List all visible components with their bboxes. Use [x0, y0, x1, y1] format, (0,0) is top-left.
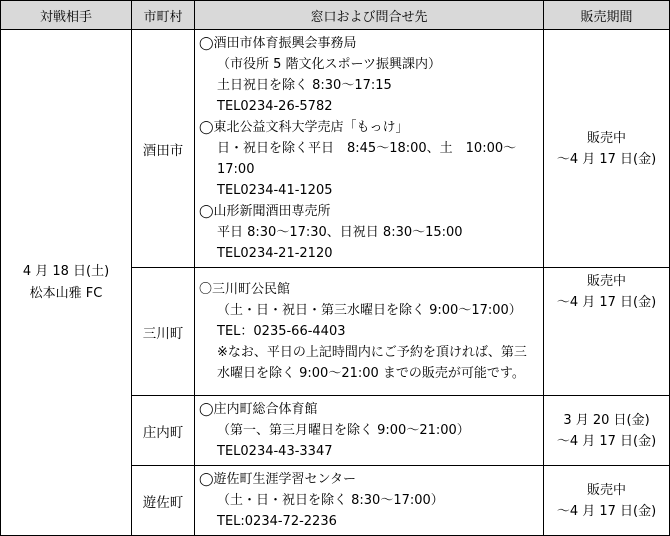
contact-entry	[199, 469, 539, 532]
period-shonai	[544, 396, 670, 466]
municipality-mikawa: 三川町	[132, 268, 195, 396]
venue-note: ※なお、平日の上記時間内にご予約を頂ければ、第三水曜日を除く 9:00～21:00 までの販売が可能です。	[217, 345, 527, 381]
venue-phone: TEL:0234-72-2236	[217, 514, 337, 529]
period-end: ～4 月 17 日(金)	[556, 295, 657, 310]
contact-entry	[199, 201, 539, 264]
header-period: 販売期間	[544, 1, 670, 30]
venue-name: ◯東北公益文科大学売店「もっけ」	[199, 120, 409, 135]
period-status: 販売中	[586, 130, 626, 146]
venue-hours: 日・祝日を除く平日 8:45～18:00、土 10:00～17:00	[217, 141, 517, 177]
period-end: ～4 月 17 日(金)	[556, 433, 657, 449]
venue-hours: 平日 8:30～17:30、日祝日 8:30～15:00	[217, 225, 463, 240]
contact-yuza	[195, 466, 544, 536]
period-sakata	[544, 30, 670, 268]
contact-entry	[199, 279, 539, 384]
header-contact: 窓口および問合せ先	[195, 1, 544, 30]
venue-phone: TEL0234-21-2120	[217, 246, 333, 261]
venue-name: ◯遊佐町生涯学習センター	[199, 472, 357, 487]
contact-mikawa	[195, 268, 544, 396]
opponent-cell	[1, 30, 132, 536]
period-end: ～4 月 17 日(金)	[556, 151, 657, 167]
venue-name: ◯庄内町総合体育館	[199, 402, 318, 417]
venue-phone: TEL0234-43-3347	[217, 444, 333, 459]
municipality-yuza: 遊佐町	[132, 466, 195, 536]
table-row	[1, 30, 670, 268]
match-date: 4 月 18 日(土)	[22, 263, 110, 279]
venue-hours: （第一、第三月曜日を除く 9:00～21:00）	[217, 423, 470, 438]
period-yuza	[544, 466, 670, 536]
venue-name: ◯山形新聞酒田専売所	[199, 204, 331, 219]
contact-entry	[199, 33, 539, 117]
venue-phone: TEL：0235-66-4403	[217, 324, 346, 339]
period-status: 販売中	[586, 482, 626, 498]
header-opponent: 対戦相手	[1, 1, 132, 30]
contact-shonai	[195, 396, 544, 466]
period-status: 販売中	[586, 274, 626, 289]
venue-name: 〇三川町公民館	[199, 282, 291, 297]
period-end: ～4 月 17 日(金)	[556, 503, 657, 519]
venue-hours: （土・日・祝日・第三水曜日を除く 9:00～17:00）	[217, 303, 522, 318]
header-row	[1, 1, 670, 30]
venue-hours: （土・日・祝日を除く 8:30～17:00）	[217, 493, 444, 508]
venue-name: ◯酒田市体育振興会事務局	[199, 36, 357, 51]
venue-detail: （市役所 5 階文化スポーツ振興課内）	[217, 57, 442, 72]
period-start: 3 月 20 日(金)	[563, 412, 650, 428]
period-mikawa	[544, 268, 670, 396]
opponent-team: 松本山雅 FC	[29, 285, 103, 301]
contact-entry	[199, 117, 539, 201]
contact-sakata	[195, 30, 544, 268]
contact-entry	[199, 399, 539, 462]
venue-phone: TEL0234-26-5782	[217, 99, 333, 114]
header-municipality: 市町村	[132, 1, 195, 30]
venue-phone: TEL0234-41-1205	[217, 183, 333, 198]
venue-hours: 土日祝日を除く 8:30～17:15	[217, 78, 392, 93]
municipality-shonai: 庄内町	[132, 396, 195, 466]
municipality-sakata: 酒田市	[132, 30, 195, 268]
